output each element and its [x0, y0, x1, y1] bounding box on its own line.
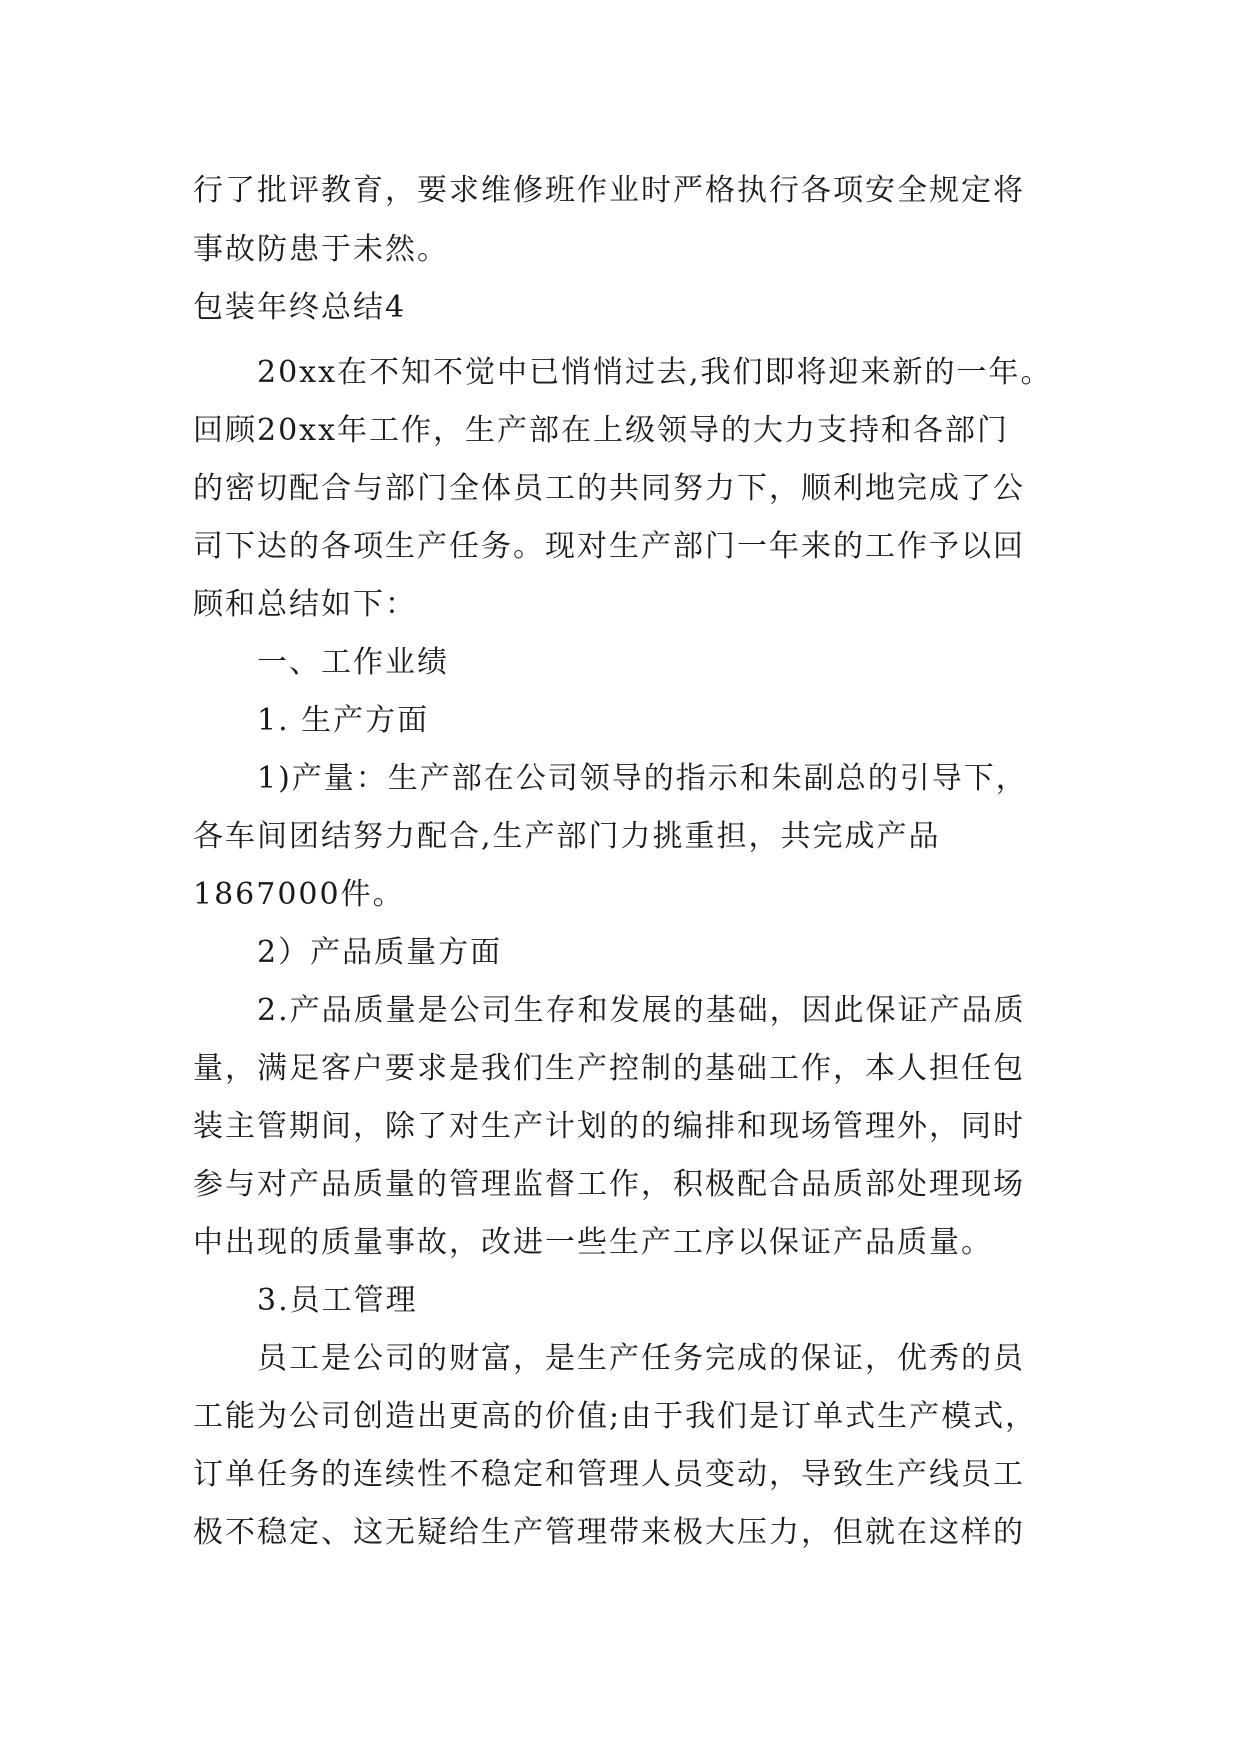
text-line: 事故防患于未然。: [193, 232, 449, 267]
text-line: 中出现的质量事故，改进一些生产工序以保证产品质量。: [193, 1225, 993, 1260]
text-line: 参与对产品质量的管理监督工作，积极配合品质部处理现场: [193, 1167, 1025, 1202]
text-line: 工能为公司创造出更高的价值;由于我们是订单式生产模式，: [193, 1399, 1038, 1434]
text-line: 各车间团结努力配合,生产部门力挑重担，共完成产品: [193, 819, 941, 854]
text-line: 订单任务的连续性不稳定和管理人员变动，导致生产线员工: [193, 1457, 1025, 1492]
text-line: 顾和总结如下：: [193, 587, 417, 622]
text-line: 1867000件。: [193, 877, 405, 912]
text-line: 量，满足客户要求是我们生产控制的基础工作，本人担任包: [193, 1051, 1025, 1086]
subheading: 3.员工管理: [257, 1283, 418, 1318]
text-line: 员工是公司的财富，是生产任务完成的保证，优秀的员: [257, 1341, 1025, 1376]
subheading: 2）产品质量方面: [257, 935, 503, 970]
text-line: 行了批评教育，要求维修班作业时严格执行各项安全规定将: [193, 173, 1025, 208]
text-line: 司下达的各项生产任务。现对生产部门一年来的工作予以回: [193, 529, 1025, 564]
subheading: 1. 生产方面: [257, 703, 430, 738]
text-line: 回顾20xx年工作，生产部在上级领导的大力支持和各部门: [193, 413, 1010, 448]
text-line: 装主管期间，除了对生产计划的的编排和现场管理外，同时: [193, 1109, 1025, 1144]
text-line: 极不稳定、这无疑给生产管理带来极大压力，但就在这样的: [193, 1515, 1025, 1550]
section-heading: 包装年终总结4: [193, 290, 407, 325]
text-line: 20xx在不知不觉中已悄悄过去,我们即将迎来新的一年。: [257, 355, 1053, 390]
text-line: 1)产量：生产部在公司领导的指示和朱副总的引导下，: [257, 761, 1028, 796]
text-line: 的密切配合与部门全体员工的共同努力下，顺利地完成了公: [193, 471, 1025, 506]
text-line: 2.产品质量是公司生存和发展的基础，因此保证产品质: [257, 993, 1026, 1028]
subheading: 一、工作业绩: [257, 645, 449, 680]
